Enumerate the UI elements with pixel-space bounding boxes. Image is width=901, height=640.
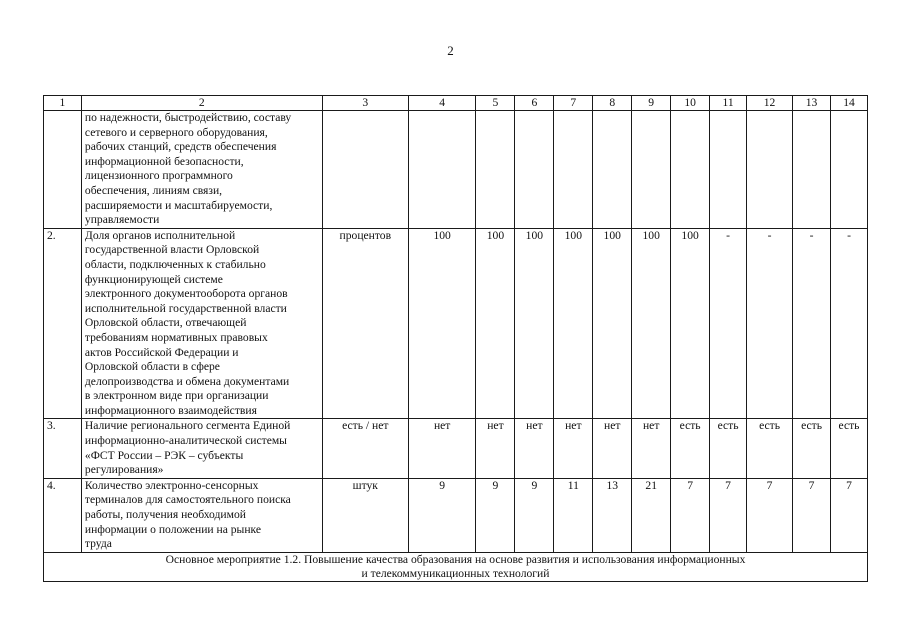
- indicator-name-line: Наличие регионального сегмента Единой: [84, 419, 291, 433]
- value-cell-col-14: -: [831, 228, 868, 419]
- indicator-name-line: рабочих станций, средств обеспечения: [84, 140, 277, 154]
- indicator-name-line: Количество электронно-сенсорных: [84, 478, 259, 492]
- table-row: [44, 111, 868, 229]
- indicator-name-line: исполнительной государственной власти: [84, 301, 287, 315]
- indicator-name-line: делопроизводства и обмена документами: [84, 374, 290, 388]
- value-cell-col-7: нет: [554, 419, 593, 478]
- value-cell-col-11: [710, 111, 747, 229]
- indicator-name-line: в электронном виде при организации: [84, 389, 269, 403]
- value-cell-col-4: [408, 111, 476, 229]
- indicator-name: [81, 111, 322, 229]
- indicator-name: [81, 478, 322, 552]
- row-number: 2.: [44, 228, 82, 419]
- section-heading: [44, 552, 868, 581]
- unit-of-measure: есть / нет: [322, 419, 408, 478]
- page-number: 2: [447, 43, 454, 58]
- value-cell-col-14: [831, 111, 868, 229]
- value-cell-col-12: [746, 111, 792, 229]
- value-cell-col-9: [632, 111, 671, 229]
- row-number: [44, 111, 82, 229]
- indicator-name-line: функционирующей системе: [84, 272, 223, 286]
- column-header-7: 7: [554, 96, 593, 111]
- value-cell-col-10: [671, 111, 710, 229]
- indicator-name: [81, 419, 322, 478]
- indicator-name-line: электронного документооборота органов: [84, 287, 288, 301]
- value-cell-col-9: 100: [632, 228, 671, 419]
- indicator-name-line: регулирования»: [84, 463, 164, 477]
- header-row: [44, 96, 868, 111]
- indicator-name-line: государственной власти Орловской: [84, 243, 260, 257]
- value-cell-col-6: [515, 111, 554, 229]
- indicator-name-line: обеспечения, линиям связи,: [84, 183, 223, 197]
- value-cell-col-9: 21: [632, 478, 671, 552]
- column-header-8: 8: [593, 96, 632, 111]
- column-header-9: 9: [632, 96, 671, 111]
- column-header-3: 3: [322, 96, 408, 111]
- table-body: [44, 111, 868, 582]
- value-cell-col-14: есть: [831, 419, 868, 478]
- indicator-name-line: «ФСТ России – РЭК – субъекты: [84, 448, 244, 462]
- indicator-name-line: информационного взаимодействия: [84, 403, 257, 417]
- value-cell-col-8: нет: [593, 419, 632, 478]
- indicator-name-line: актов Российской Федерации и: [84, 345, 239, 359]
- value-cell-col-7: 100: [554, 228, 593, 419]
- indicator-name-line: лицензионного программного: [84, 169, 233, 183]
- value-cell-col-7: 11: [554, 478, 593, 552]
- value-cell-col-9: нет: [632, 419, 671, 478]
- value-cell-col-7: [554, 111, 593, 229]
- value-cell-col-13: есть: [793, 419, 831, 478]
- unit-of-measure: штук: [322, 478, 408, 552]
- row-number: 4.: [44, 478, 82, 552]
- indicator-name-line: информационной безопасности,: [84, 154, 244, 168]
- indicator-name-line: труда: [84, 537, 112, 551]
- value-cell-col-10: 7: [671, 478, 710, 552]
- indicator-name-line: терминалов для самостоятельного поиска: [84, 493, 291, 507]
- unit-of-measure: [322, 111, 408, 229]
- value-cell-col-12: 7: [746, 478, 792, 552]
- indicator-name-line: расширяемости и масштабируемости,: [84, 198, 273, 212]
- section-row: [44, 552, 868, 581]
- value-cell-col-11: 7: [710, 478, 747, 552]
- table-row: [44, 478, 868, 552]
- table-row: [44, 228, 868, 419]
- indicator-name-line: управляемости: [84, 213, 160, 227]
- value-cell-col-8: 100: [593, 228, 632, 419]
- value-cell-col-10: 100: [671, 228, 710, 419]
- value-cell-col-13: 7: [793, 478, 831, 552]
- value-cell-col-12: -: [746, 228, 792, 419]
- column-header-1: 1: [44, 96, 82, 111]
- value-cell-col-13: -: [793, 228, 831, 419]
- value-cell-col-8: [593, 111, 632, 229]
- column-header-6: 6: [515, 96, 554, 111]
- value-cell-col-10: есть: [671, 419, 710, 478]
- column-header-11: 11: [710, 96, 747, 111]
- column-header-12: 12: [746, 96, 792, 111]
- indicator-name-line: информационно-аналитической системы: [84, 434, 287, 448]
- value-cell-col-6: нет: [515, 419, 554, 478]
- indicator-name-line: области, подключенных к стабильно: [84, 257, 266, 271]
- indicator-name-line: по надежности, быстродействию, составу: [84, 111, 292, 124]
- value-cell-col-6: 9: [515, 478, 554, 552]
- value-cell-col-4: нет: [408, 419, 476, 478]
- value-cell-col-5: нет: [476, 419, 515, 478]
- column-header-10: 10: [671, 96, 710, 111]
- column-header-13: 13: [793, 96, 831, 111]
- indicators-table: [43, 95, 868, 582]
- column-header-5: 5: [476, 96, 515, 111]
- value-cell-col-5: 100: [476, 228, 515, 419]
- indicator-name: [81, 228, 322, 419]
- indicator-name-line: информации о положении на рынке: [84, 522, 262, 536]
- row-number: 3.: [44, 419, 82, 478]
- table-header: [44, 96, 868, 111]
- value-cell-col-13: [793, 111, 831, 229]
- table-row: [44, 419, 868, 478]
- section-heading-line: Основное мероприятие 1.2. Повышение качества образования на основе развития и использования информационных: [165, 552, 746, 566]
- indicator-name-line: Орловской области в сфере: [84, 360, 220, 374]
- indicator-name-line: сетевого и серверного оборудования,: [84, 125, 268, 139]
- value-cell-col-5: 9: [476, 478, 515, 552]
- indicator-name-line: работы, получения необходимой: [84, 508, 246, 522]
- value-cell-col-4: 100: [408, 228, 476, 419]
- value-cell-col-8: 13: [593, 478, 632, 552]
- indicator-name-line: Доля органов исполнительной: [84, 228, 236, 242]
- value-cell-col-5: [476, 111, 515, 229]
- indicator-name-line: Орловской области, отвечающей: [84, 316, 247, 330]
- unit-of-measure: процентов: [322, 228, 408, 419]
- section-heading-line: и телекоммуникационных технологий: [361, 566, 550, 580]
- column-header-2: 2: [81, 96, 322, 111]
- value-cell-col-4: 9: [408, 478, 476, 552]
- value-cell-col-12: есть: [746, 419, 792, 478]
- column-header-14: 14: [831, 96, 868, 111]
- value-cell-col-11: -: [710, 228, 747, 419]
- column-header-4: 4: [408, 96, 476, 111]
- value-cell-col-14: 7: [831, 478, 868, 552]
- indicator-name-line: требованиям нормативных правовых: [84, 330, 268, 344]
- value-cell-col-11: есть: [710, 419, 747, 478]
- value-cell-col-6: 100: [515, 228, 554, 419]
